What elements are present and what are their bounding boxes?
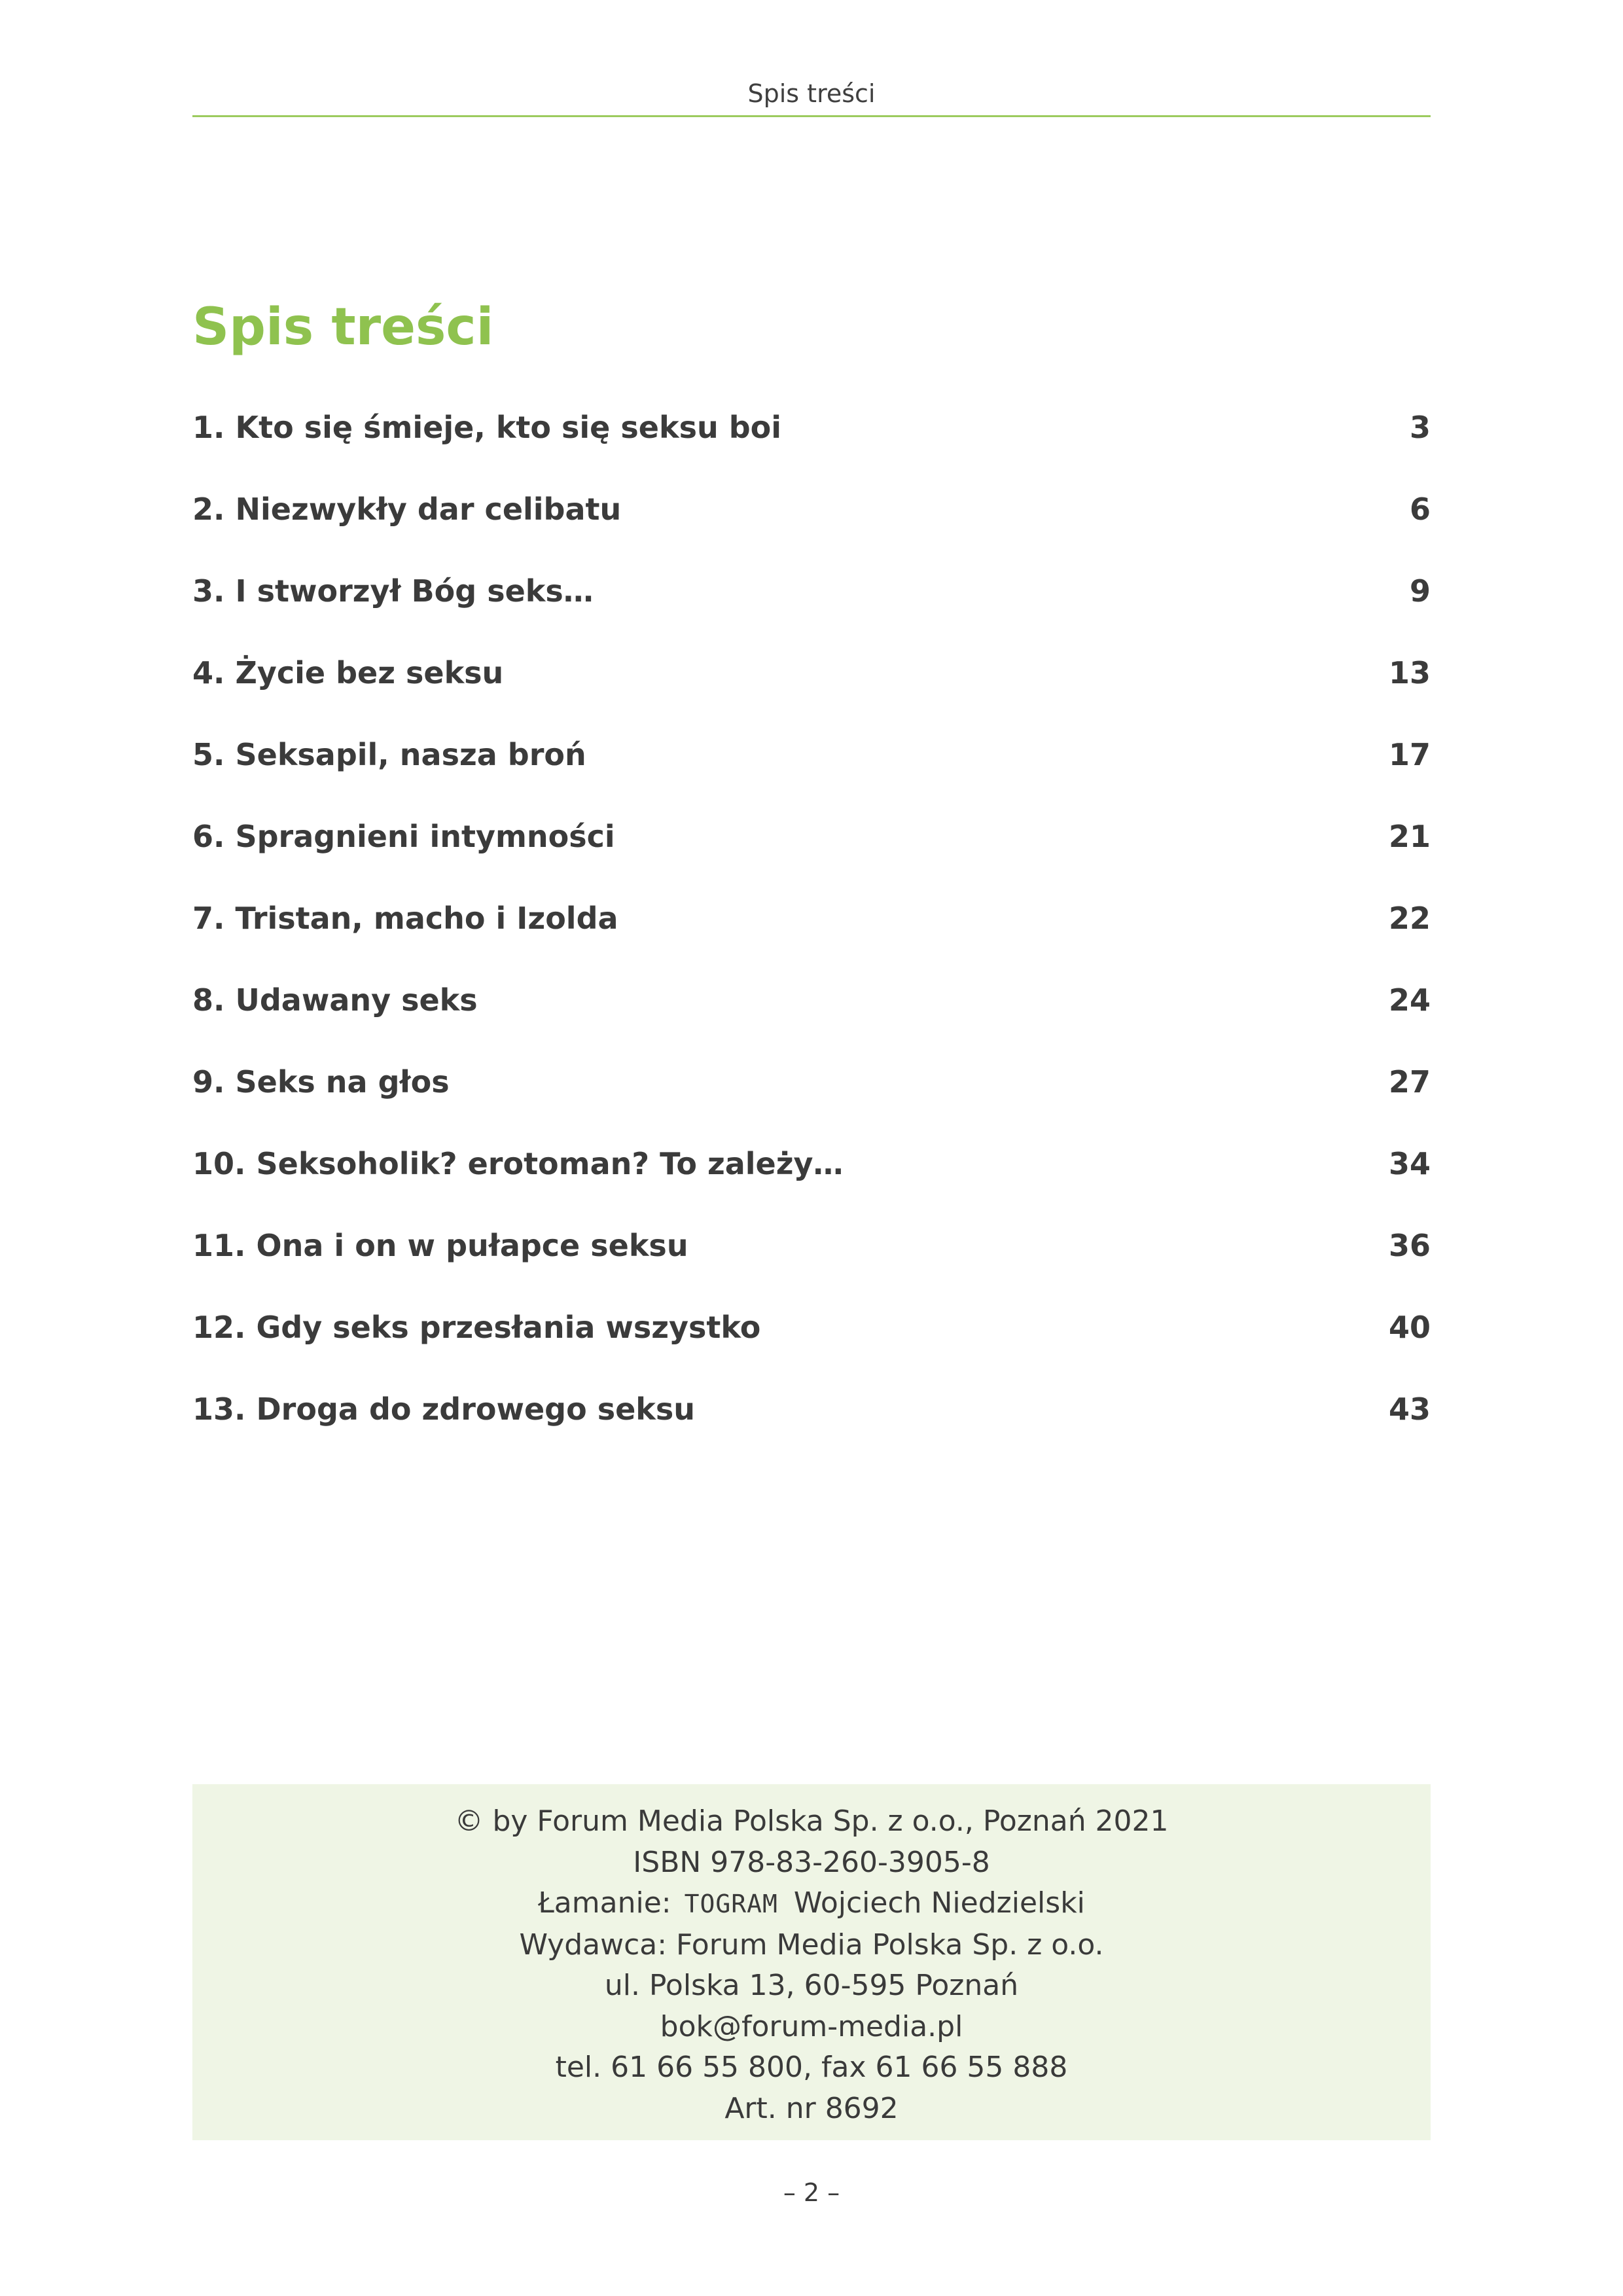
toc-entry-page: 9: [1409, 573, 1431, 609]
toc-entry[interactable]: [192, 713, 1431, 795]
toc-entry-label: 2. Niezwykły dar celibatu: [192, 491, 622, 527]
toc-entry[interactable]: [192, 795, 1431, 877]
toc-title: Spis treści: [192, 298, 494, 357]
table-of-contents: [192, 386, 1431, 1450]
toc-entry-label: 4. Życie bez seksu: [192, 655, 504, 691]
typesetting-line: [192, 1883, 1431, 1925]
toc-entry-page: 34: [1388, 1145, 1431, 1181]
toc-entry[interactable]: [192, 1286, 1431, 1368]
isbn-line: ISBN 978-83-260-3905-8: [633, 1845, 990, 1879]
toc-entry[interactable]: [192, 1041, 1431, 1122]
article-number-line: Art. nr 8692: [724, 2091, 899, 2125]
toc-entry-page: 24: [1388, 982, 1431, 1018]
toc-entry-label: 3. I stworzył Bóg seks…: [192, 573, 594, 609]
toc-entry[interactable]: [192, 468, 1431, 550]
toc-entry-label: 1. Kto się śmieje, kto się seksu boi: [192, 409, 782, 445]
tgram-logo: TOGRAM: [684, 1890, 778, 1918]
running-header: Spis treści: [747, 79, 876, 108]
typesetter-name: Wojciech Niedzielski: [793, 1886, 1085, 1920]
toc-entry-page: 43: [1388, 1391, 1431, 1427]
toc-entry-label: 12. Gdy seks przesłania wszystko: [192, 1309, 761, 1345]
toc-entry-label: 13. Droga do zdrowego seksu: [192, 1391, 696, 1427]
toc-entry-page: 3: [1409, 409, 1431, 445]
page-number: – 2 –: [783, 2178, 840, 2207]
toc-entry[interactable]: [192, 386, 1431, 468]
toc-entry[interactable]: [192, 1204, 1431, 1286]
toc-entry[interactable]: [192, 877, 1431, 959]
toc-entry[interactable]: [192, 959, 1431, 1041]
toc-entry-page: 40: [1388, 1309, 1431, 1345]
toc-entry-label: 11. Ona i on w pułapce seksu: [192, 1227, 688, 1263]
toc-entry-label: 9. Seks na głos: [192, 1064, 450, 1100]
toc-entry[interactable]: [192, 1368, 1431, 1450]
copyright-line: © by Forum Media Polska Sp. z o.o., Poznań 2021: [454, 1804, 1169, 1838]
phone-line: tel. 61 66 55 800, fax 61 66 55 888: [555, 2051, 1068, 2084]
toc-entry-page: 13: [1388, 655, 1431, 691]
toc-entry-label: 7. Tristan, macho i Izolda: [192, 900, 618, 936]
toc-entry-page: 17: [1388, 736, 1431, 772]
imprint-box: [192, 1784, 1431, 2140]
toc-entry-page: 6: [1409, 491, 1431, 527]
toc-entry[interactable]: [192, 1122, 1431, 1204]
publisher-line: Wydawca: Forum Media Polska Sp. z o.o.: [519, 1928, 1104, 1962]
toc-entry-page: 22: [1388, 900, 1431, 936]
toc-entry-page: 21: [1388, 818, 1431, 854]
email-link[interactable]: bok@forum-media.pl: [660, 2009, 963, 2043]
toc-entry-page: 36: [1388, 1227, 1431, 1263]
header-divider: [192, 115, 1431, 117]
typesetting-label: Łamanie:: [538, 1886, 671, 1920]
toc-entry[interactable]: [192, 550, 1431, 632]
toc-entry-label: 5. Seksapil, nasza broń: [192, 736, 586, 772]
toc-entry[interactable]: [192, 632, 1431, 713]
address-line: ul. Polska 13, 60-595 Poznań: [604, 1969, 1019, 2002]
toc-entry-label: 10. Seksoholik? erotoman? To zależy…: [192, 1145, 844, 1181]
toc-entry-label: 6. Spragnieni intymności: [192, 818, 615, 854]
toc-entry-page: 27: [1388, 1064, 1431, 1100]
toc-entry-label: 8. Udawany seks: [192, 982, 478, 1018]
